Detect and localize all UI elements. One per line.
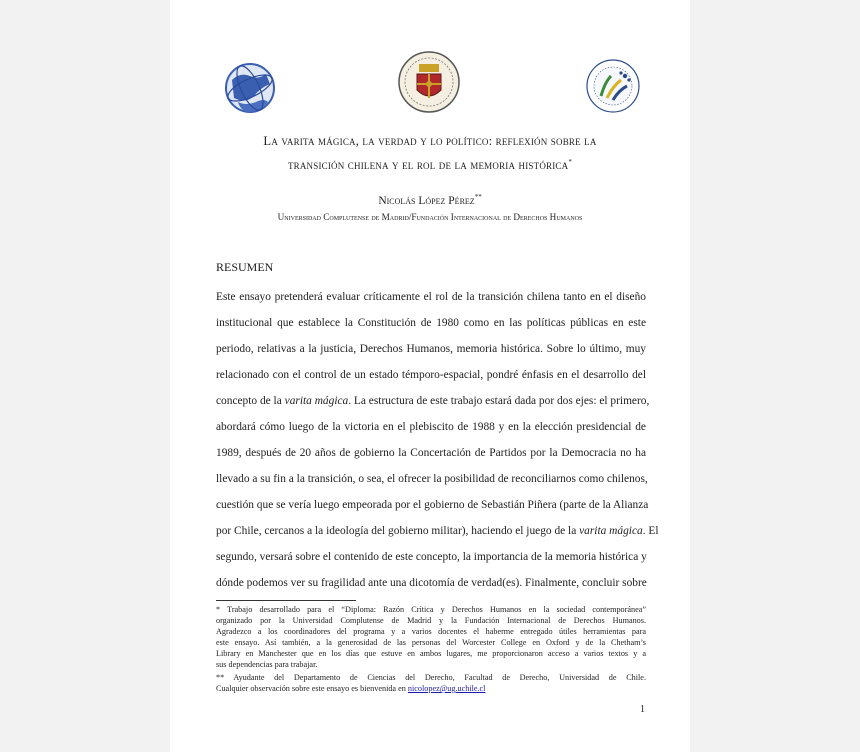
page-number: 1 xyxy=(640,704,645,715)
abstract-line: periodo, relativas a la justicia, Derechos Humanos, memoria histórica. Sobre lo último, muy xyxy=(216,343,646,355)
footnote-line: ** Ayudante del Departamento de Ciencias del Derecho, Facultad de Derecho, Universidad de Chile. xyxy=(216,673,646,682)
abstract-line: por Chile, cercanos a la ideología del gobierno militar), haciendo el juego de la varita mágica. El xyxy=(216,525,659,537)
author-name: Nicolás López Pérez** xyxy=(378,193,482,207)
footnote-line: Cualquier observación sobre este ensayo es bienvenida en nicolopez@ug.uchile.cl xyxy=(216,684,486,693)
title-line-1: La varita mágica, la verdad y lo político: reflexión sobre la xyxy=(263,134,597,148)
italic-term: varita mágica xyxy=(579,525,643,537)
footnote-line: este ensayo. Así también, a la generosidad de las personas del Worcester College en Oxford y de la Chetham’s xyxy=(216,638,646,647)
italic-term: varita mágica xyxy=(284,395,349,407)
abstract-line: relacionado con el control de un estado témporo-espacial, pondré énfasis en el desarrollo del xyxy=(216,369,646,381)
abstract-line: abordará cómo luego de la victoria en el plebiscito de 1988 y en la elección presidencial de xyxy=(216,421,646,433)
globe-logo-icon xyxy=(220,58,280,118)
abstract-line: cuestión que se vería luego empeorada por el gobierno de Sebastián Piñera (parte de la Alianza xyxy=(216,499,649,511)
author-footnote-mark: ** xyxy=(474,193,482,201)
section-heading: RESUMEN xyxy=(216,260,274,274)
abstract-line: concepto de la varita mágica. La estructura de este trabajo estará dada por dos ejes: el primero, xyxy=(216,395,650,407)
footnote-divider xyxy=(216,600,356,601)
footnote-line: Agradezco a los coordinadores del programa y a varios docentes el haberme entregado útiles herramientas para xyxy=(216,627,646,636)
footnote-line: organizado por la Universidad Complutense de Madrid y la Fundación Internacional de Derechos Humanos. xyxy=(216,616,646,625)
document-page xyxy=(170,0,690,752)
title-line-2: transición chilena y el rol de la memoria histórica* xyxy=(287,158,573,173)
footnote-line: * Trabajo desarrollado para el “Diploma: Razón Crítica y Derechos Humanos en la sociedad contemporánea” xyxy=(216,605,646,614)
abstract-line: dónde podemos ver su fragilidad ante una dicotomía de verdad(es). Finalmente, concluir sobre xyxy=(216,577,647,589)
abstract-line: Este ensayo pretenderá evaluar críticamente el rol de la transición chilena tanto en el diseño xyxy=(216,291,646,303)
laurel-emblem-icon xyxy=(585,58,641,114)
university-seal-icon xyxy=(395,40,463,122)
abstract-line: institucional que establece la Constitución de 1980 como en las políticas públicas en este xyxy=(216,317,646,329)
footnote-line: sus dependencias para trabajar. xyxy=(216,660,318,669)
abstract-line: 1989, después de 20 años de gobierno la Concertación de Partidos por la Democracia no ha xyxy=(216,447,646,459)
footnote-line: Library en Manchester que en los días que estuve en ambos lugares, me proporcionaron acceso a varios textos y a xyxy=(216,649,646,658)
abstract-line: segundo, versará sobre el contenido de este concepto, la importancia de la memoria histórica y xyxy=(216,551,647,563)
paper-title xyxy=(210,131,650,176)
abstract-line: llevado a su fin a la transición, o sea, el ofrecer la posibilidad de reconciliarnos como chilenos, xyxy=(216,473,648,485)
title-footnote-mark: * xyxy=(568,158,573,166)
author-affiliation: Universidad Complutense de Madrid/Fundación Internacional de Derechos Humanos xyxy=(277,212,583,222)
email-link[interactable]: nicolopez@ug.uchile.cl xyxy=(407,684,486,693)
